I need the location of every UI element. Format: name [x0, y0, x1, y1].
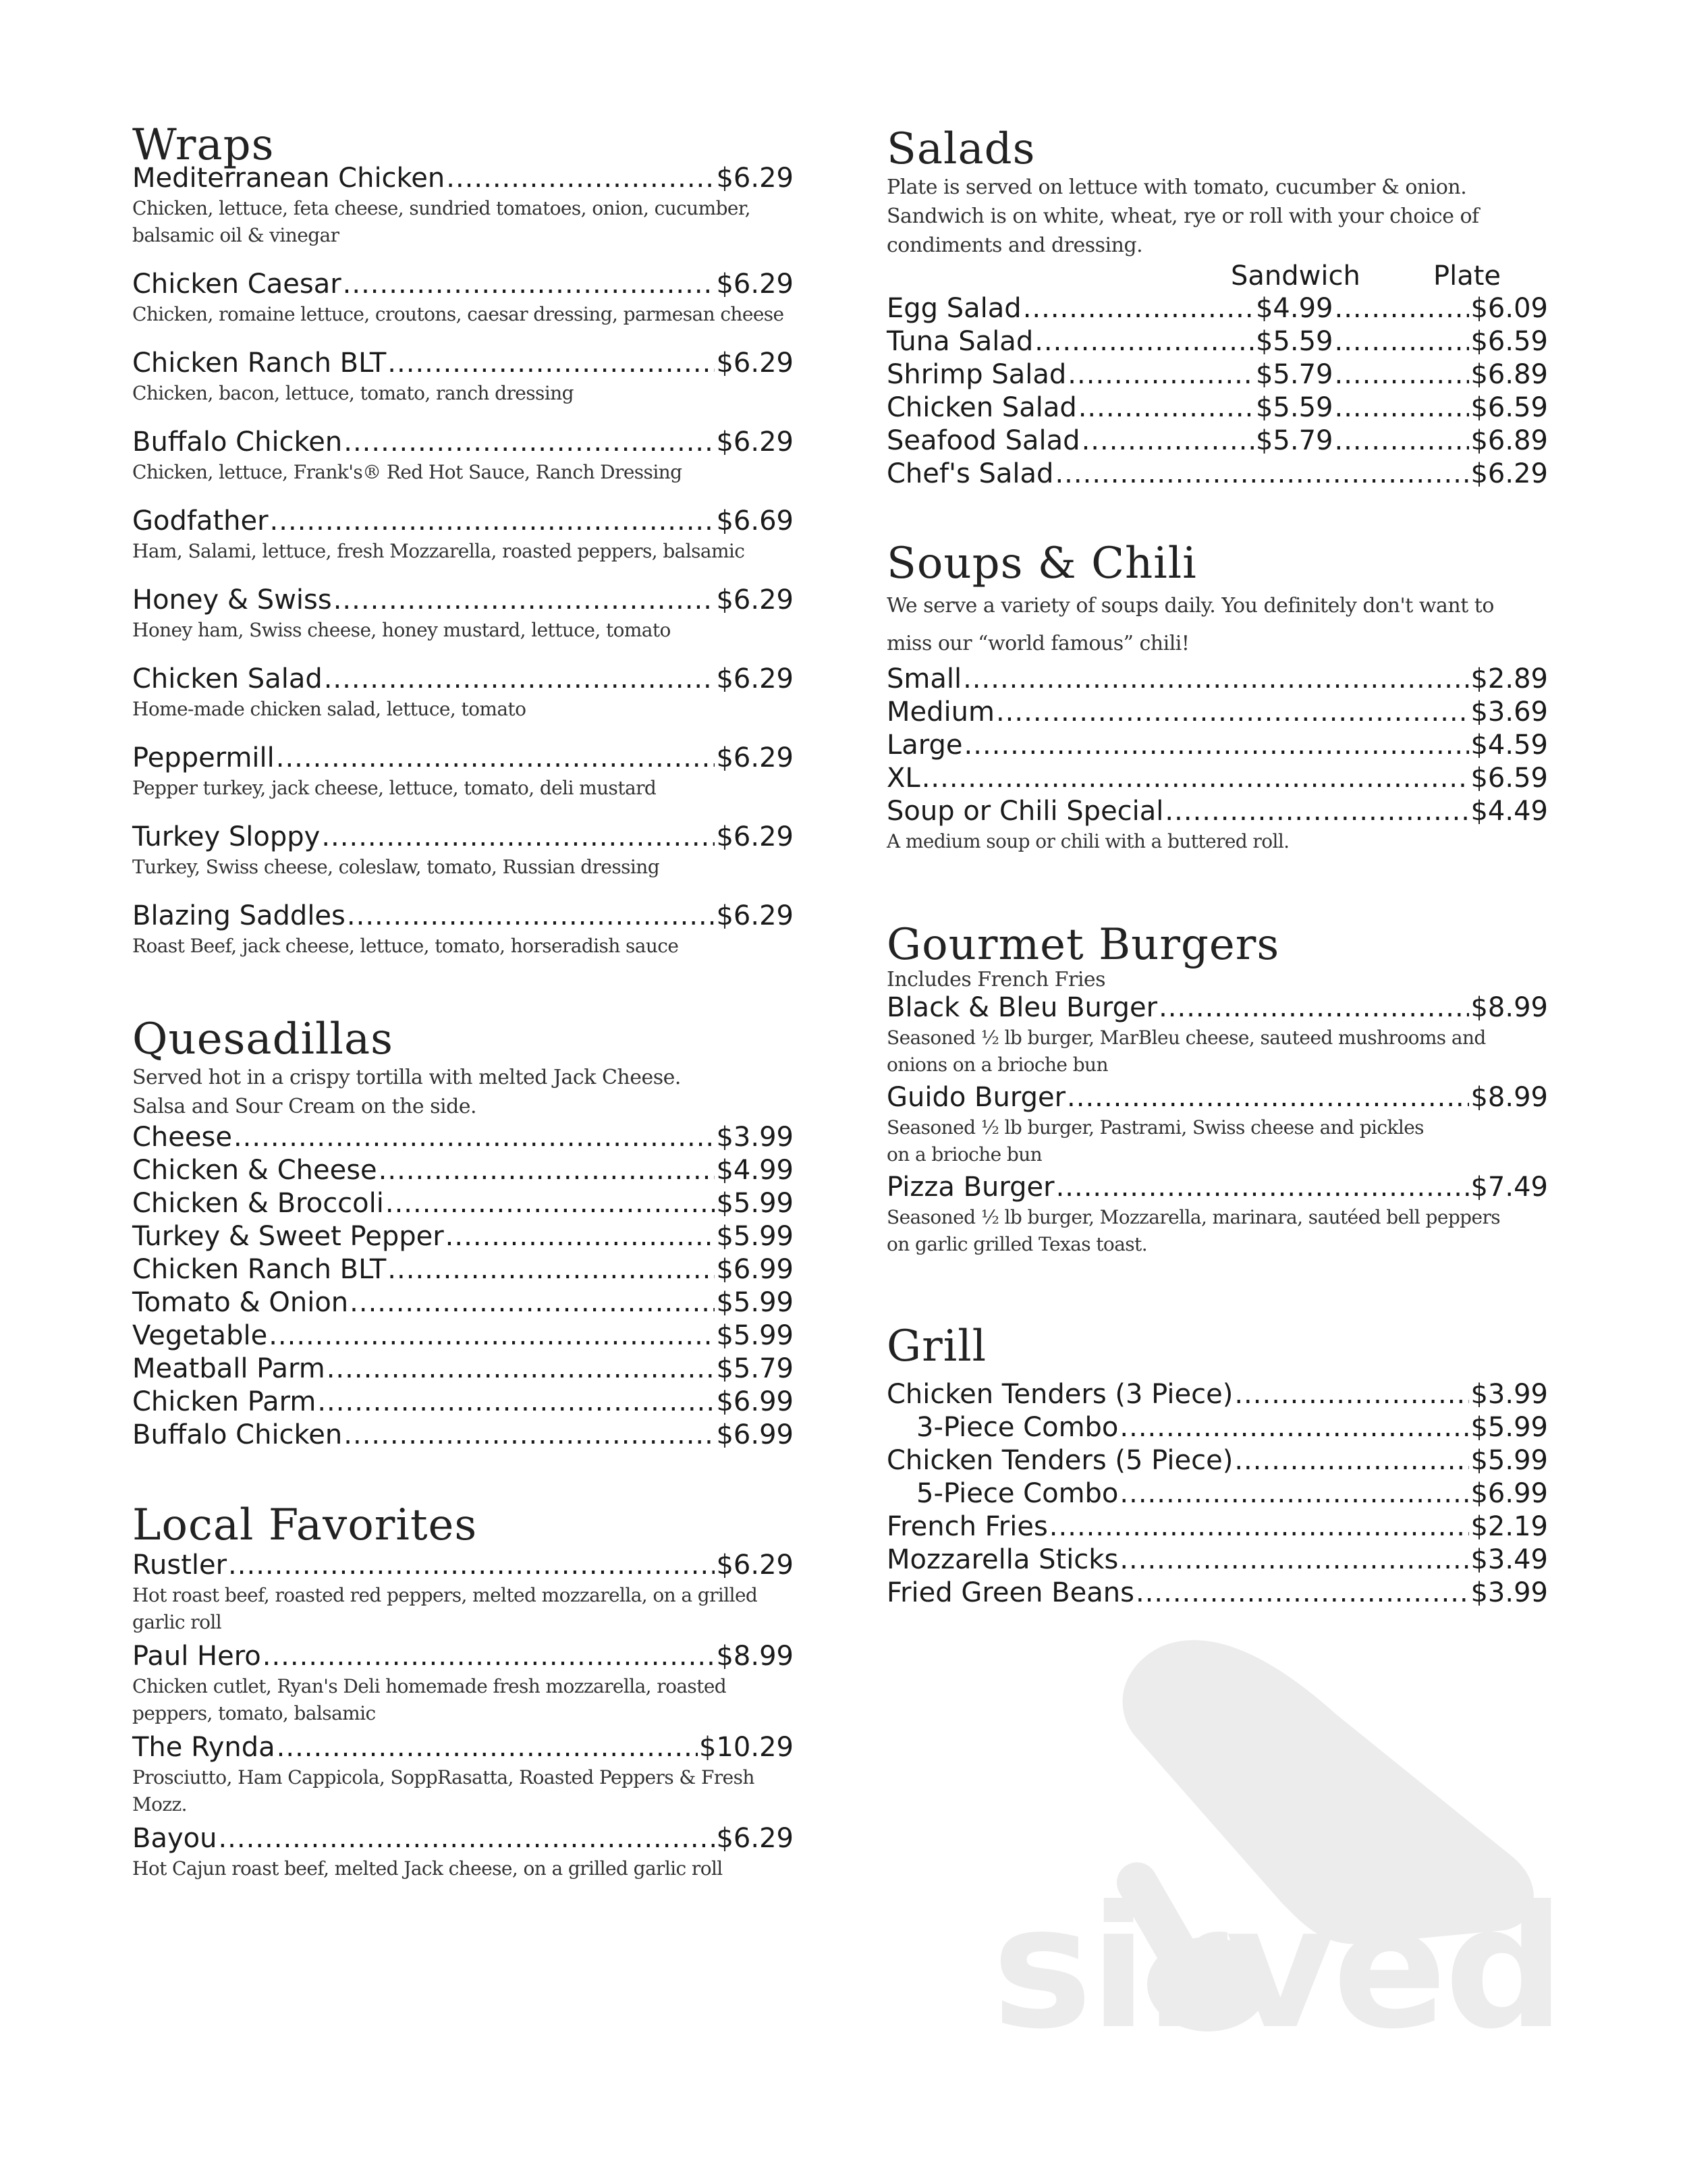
item-name: Paul Hero: [132, 1641, 261, 1672]
item-price: $6.29: [716, 427, 794, 458]
item-name: Peppermill: [132, 742, 275, 773]
dot-leader: [333, 584, 715, 617]
menu-item-row: [132, 1822, 794, 1855]
item-description: peppers, tomato, balsamic: [132, 1702, 376, 1724]
dot-leader: [343, 1419, 715, 1452]
item-price: $8.99: [1470, 1082, 1548, 1113]
menu-item-row: [132, 268, 794, 301]
column-header-plate: Plate: [1433, 261, 1501, 292]
item-description: Seasoned ½ lb burger, Pastrami, Swiss cheese and pickles: [887, 1116, 1424, 1139]
item-price: $6.59: [1470, 326, 1548, 357]
item-price: $8.99: [1470, 992, 1548, 1023]
menu-item-row: [132, 900, 794, 933]
section-salads: [887, 126, 1548, 491]
item-name: Cheese: [132, 1122, 232, 1153]
dot-leader: [1334, 425, 1469, 458]
item-name: Chicken & Broccoli: [132, 1188, 384, 1219]
item-sandwich-price: $5.79: [1255, 359, 1333, 390]
menu-item: [887, 729, 1548, 762]
dot-leader: [324, 663, 715, 696]
menu-item-row: [887, 292, 1548, 325]
menu-item: [132, 1187, 794, 1220]
dot-leader: [1165, 795, 1469, 828]
item-price: $5.99: [716, 1188, 794, 1219]
menu-item-row: [132, 505, 794, 538]
item-description: on garlic grilled Texas toast.: [887, 1233, 1148, 1255]
menu-item: [132, 821, 794, 881]
item-name: Vegetable: [132, 1320, 268, 1351]
item-name: Bayou: [132, 1823, 217, 1854]
menu-item: [132, 1154, 794, 1187]
item-description: Chicken, lettuce, Frank's® Red Hot Sauce, Ranch Dressing: [132, 461, 682, 483]
section-grill: [887, 1323, 1548, 1610]
menu-item-row: [887, 458, 1548, 491]
description-line: Served hot in a crispy tortilla with melted Jack Cheese.: [132, 1066, 681, 1089]
menu-item: [132, 1386, 794, 1419]
description-line: condiments and dressing.: [887, 234, 1143, 257]
section-gourmet-burgers: [887, 921, 1548, 1261]
menu-item: [887, 1577, 1548, 1610]
item-sandwich-price: $4.99: [1255, 293, 1333, 324]
menu-item-row: [132, 162, 794, 195]
dot-leader: [1136, 1577, 1470, 1610]
description-line: Includes French Fries: [887, 968, 1106, 991]
menu-item-row: [887, 762, 1548, 795]
menu-item: [887, 391, 1548, 425]
dot-leader: [269, 1319, 715, 1353]
menu-item: [887, 458, 1548, 491]
section-description: [887, 968, 1548, 991]
menu-item: [887, 325, 1548, 358]
menu-item: [887, 696, 1548, 729]
dot-leader: [1068, 358, 1254, 391]
dot-leader: [1334, 391, 1469, 425]
dot-leader: [1056, 1171, 1470, 1204]
menu-item-row: [887, 1544, 1548, 1577]
item-description: Hot roast beef, roasted red peppers, melted mozzarella, on a grilled: [132, 1584, 758, 1606]
menu-item-row: [887, 1378, 1548, 1411]
menu-item: [132, 1220, 794, 1253]
menu-item-row: [132, 1419, 794, 1452]
dot-leader: [270, 505, 715, 538]
item-price: $6.29: [716, 821, 794, 852]
menu-item: [887, 1171, 1548, 1258]
dot-leader: [276, 742, 715, 775]
item-description: garlic roll: [132, 1611, 222, 1633]
item-name: Pizza Burger: [887, 1172, 1055, 1203]
menu-item-row: [887, 696, 1548, 729]
menu-item: [132, 505, 794, 565]
menu-item-row: [132, 1154, 794, 1187]
section-title: Grill: [887, 1321, 987, 1371]
menu-item-row: [887, 1411, 1548, 1444]
section-description: [132, 1063, 794, 1121]
item-sandwich-price: $5.59: [1255, 326, 1333, 357]
item-name: Chef's Salad: [887, 458, 1054, 489]
menu-item-row: [887, 1171, 1548, 1204]
item-name: Godfather: [132, 506, 269, 537]
menu-item-row: [132, 663, 794, 696]
item-description: Turkey, Swiss cheese, coleslaw, tomato, Russian dressing: [132, 856, 660, 878]
dot-leader: [446, 162, 715, 195]
item-price: $6.89: [1470, 425, 1548, 456]
item-name: Honey & Swiss: [132, 584, 332, 616]
dot-leader: [379, 1154, 715, 1187]
dot-leader: [996, 696, 1470, 729]
item-name: Chicken Salad: [132, 663, 323, 694]
menu-item-row: [132, 1187, 794, 1220]
item-name: Buffalo Chicken: [132, 427, 343, 458]
item-price: $7.49: [1470, 1172, 1548, 1203]
item-name: Turkey & Sweet Pepper: [132, 1221, 444, 1252]
dot-leader: [218, 1822, 715, 1855]
menu-item: [887, 1411, 1548, 1444]
item-name: Meatball Parm: [132, 1353, 325, 1384]
item-description: Chicken, lettuce, feta cheese, sundried tomatoes, onion, cucumber,: [132, 197, 750, 219]
menu-item-row: [132, 821, 794, 854]
item-description: Hot Cajun roast beef, melted Jack cheese, on a grilled garlic roll: [132, 1857, 723, 1880]
item-sandwich-price: $5.79: [1255, 425, 1333, 456]
item-price: $6.29: [716, 1550, 794, 1581]
item-name: Chicken Parm: [132, 1386, 316, 1417]
menu-item: [132, 1419, 794, 1452]
item-price: $6.89: [1470, 359, 1548, 390]
item-price: $5.79: [716, 1353, 794, 1384]
item-description: Pepper turkey, jack cheese, lettuce, tomato, deli mustard: [132, 777, 657, 799]
menu-item: [887, 663, 1548, 696]
section-description: [887, 173, 1548, 260]
item-price: $4.59: [1470, 730, 1548, 761]
item-description: Honey ham, Swiss cheese, honey mustard, lettuce, tomato: [132, 619, 671, 641]
item-name: Tomato & Onion: [132, 1287, 349, 1318]
dot-leader: [1334, 292, 1469, 325]
menu-item: [887, 762, 1548, 795]
item-price: $3.99: [1470, 1379, 1548, 1410]
item-price: $5.99: [716, 1287, 794, 1318]
menu-item: [132, 268, 794, 328]
menu-item: [887, 1081, 1548, 1168]
item-name: Black & Bleu Burger: [887, 992, 1158, 1023]
item-price: $6.09: [1470, 293, 1548, 324]
item-name: Seafood Salad: [887, 425, 1080, 456]
dot-leader: [343, 426, 715, 459]
item-name: Rustler: [132, 1550, 227, 1581]
menu-item-row: [887, 729, 1548, 762]
menu-item-row: [887, 1444, 1548, 1477]
dot-leader: [317, 1386, 715, 1419]
menu-item-row: [132, 1121, 794, 1154]
menu-item: [887, 1378, 1548, 1411]
dot-leader: [1334, 358, 1469, 391]
menu-item: [132, 663, 794, 723]
item-price: $6.59: [1470, 763, 1548, 794]
menu-item-row: [132, 742, 794, 775]
menu-item-row: [132, 584, 794, 617]
item-price: $8.99: [716, 1641, 794, 1672]
item-name: Chicken Ranch BLT: [132, 1254, 387, 1285]
dot-leader: [228, 1549, 715, 1582]
menu-item: [132, 162, 794, 249]
item-price: $6.59: [1470, 392, 1548, 423]
menu-item: [132, 1121, 794, 1154]
menu-item: [887, 1544, 1548, 1577]
item-name: Shrimp Salad: [887, 359, 1067, 390]
dot-leader: [262, 1640, 715, 1673]
section-title: Gourmet Burgers: [887, 920, 1280, 970]
item-description: onions on a brioche bun: [887, 1054, 1108, 1076]
item-name: Fried Green Beans: [887, 1577, 1134, 1608]
description-line: Sandwich is on white, wheat, rye or roll with your choice of: [887, 204, 1479, 228]
item-price: $5.99: [1470, 1445, 1548, 1476]
dot-leader: [347, 900, 715, 933]
menu-item: [132, 584, 794, 644]
dot-leader: [1119, 1411, 1469, 1444]
menu-item: [887, 1510, 1548, 1544]
item-price: $6.29: [716, 348, 794, 379]
menu-item-row: [887, 663, 1548, 696]
menu-item-row: [887, 795, 1548, 828]
dot-leader: [1082, 425, 1254, 458]
item-name: Chicken Caesar: [132, 269, 341, 300]
item-name: French Fries: [887, 1511, 1048, 1542]
item-price: $6.69: [716, 506, 794, 537]
dot-leader: [1334, 325, 1469, 358]
menu-item-row: [132, 1319, 794, 1353]
dot-leader: [1119, 1544, 1469, 1577]
dot-leader: [1119, 1477, 1469, 1510]
dot-leader: [964, 729, 1470, 762]
item-name: Tuna Salad: [887, 326, 1034, 357]
item-name: Medium: [887, 697, 995, 728]
dot-leader: [385, 1187, 715, 1220]
item-description: Chicken, bacon, lettuce, tomato, ranch dressing: [132, 382, 574, 404]
menu-item: [132, 742, 794, 802]
menu-item: [887, 795, 1548, 855]
menu-item: [887, 292, 1548, 325]
dot-leader: [1034, 325, 1254, 358]
dot-leader: [387, 1253, 715, 1286]
dot-leader: [387, 347, 715, 380]
item-name: Guido Burger: [887, 1082, 1066, 1113]
item-description: Ham, Salami, lettuce, fresh Mozzarella, roasted peppers, balsamic: [132, 540, 745, 562]
item-price: $5.99: [1470, 1412, 1548, 1443]
dot-leader: [1234, 1444, 1469, 1477]
item-name: Soup or Chili Special: [887, 796, 1164, 827]
section-title: Local Favorites: [132, 1500, 478, 1550]
menu-item: [132, 1549, 794, 1636]
dot-leader: [1234, 1378, 1469, 1411]
menu-item-row: [132, 1220, 794, 1253]
description-line: We serve a variety of soups daily. You definitely don't want to: [887, 594, 1494, 618]
item-price: $6.29: [716, 584, 794, 616]
dot-leader: [963, 663, 1469, 696]
menu-item-row: [132, 1640, 794, 1673]
item-description: Chicken, romaine lettuce, croutons, caesar dressing, parmesan cheese: [132, 303, 784, 325]
menu-item: [887, 425, 1548, 458]
menu-item-row: [887, 1577, 1548, 1610]
column-header-sandwich: Sandwich: [1231, 261, 1360, 292]
item-sandwich-price: $5.59: [1255, 392, 1333, 423]
menu-item-row: [132, 1731, 794, 1764]
dot-leader: [922, 762, 1470, 795]
dot-leader: [1067, 1081, 1469, 1114]
dot-leader: [1023, 292, 1254, 325]
item-price: $6.29: [716, 742, 794, 773]
section-title: Wraps: [132, 120, 275, 170]
dot-leader: [1055, 458, 1469, 491]
section-quesadillas: [132, 1016, 794, 1452]
item-price: $6.29: [716, 163, 794, 194]
section-local-favorites: [132, 1502, 794, 1886]
item-description: Seasoned ½ lb burger, Mozzarella, marinara, sautéed bell peppers: [887, 1206, 1501, 1228]
item-price: $6.29: [716, 663, 794, 694]
item-name: Large: [887, 730, 963, 761]
section-title: Quesadillas: [132, 1014, 393, 1064]
item-description: Mozz.: [132, 1793, 187, 1816]
menu-item: [132, 1286, 794, 1319]
item-price: $6.99: [1470, 1478, 1548, 1509]
dot-leader: [1078, 391, 1254, 425]
item-price: $6.99: [716, 1419, 794, 1450]
menu-item-row: [132, 1286, 794, 1319]
section-wraps: [132, 121, 794, 979]
menu-item-row: [887, 325, 1548, 358]
item-description: on a brioche bun: [887, 1143, 1043, 1166]
item-price: $6.29: [716, 269, 794, 300]
item-price: $2.19: [1470, 1511, 1548, 1542]
menu-item-row: [132, 426, 794, 459]
item-name: Chicken & Cheese: [132, 1155, 377, 1186]
description-line: Plate is served on lettuce with tomato, cucumber & onion.: [887, 175, 1467, 199]
dot-leader: [233, 1121, 715, 1154]
dot-leader: [445, 1220, 715, 1253]
item-name: XL: [887, 763, 920, 794]
menu-item-row: [887, 1477, 1548, 1510]
menu-item: [887, 991, 1548, 1079]
description-line: Salsa and Sour Cream on the side.: [132, 1095, 477, 1118]
item-description: Roast Beef, jack cheese, lettuce, tomato, horseradish sauce: [132, 935, 679, 957]
item-name: Chicken Tenders (3 Piece): [887, 1379, 1234, 1410]
item-name: Mozzarella Sticks: [887, 1544, 1119, 1575]
menu-item: [132, 1319, 794, 1353]
item-name: Egg Salad: [887, 293, 1022, 324]
dot-leader: [1159, 991, 1469, 1025]
item-price: $4.99: [716, 1155, 794, 1186]
item-description: balsamic oil & vinegar: [132, 224, 339, 246]
menu-item: [887, 1477, 1548, 1510]
item-description: Prosciutto, Ham Cappicola, SoppRasatta, Roasted Peppers & Fresh: [132, 1766, 754, 1789]
menu-item: [132, 1822, 794, 1882]
item-name: Mediterranean Chicken: [132, 163, 445, 194]
dot-leader: [321, 821, 715, 854]
menu-item: [132, 1640, 794, 1727]
item-name: 5-Piece Combo: [916, 1478, 1119, 1509]
item-price: $3.99: [716, 1122, 794, 1153]
item-price: $10.29: [699, 1732, 794, 1763]
menu-item-row: [887, 1081, 1548, 1114]
dot-leader: [277, 1731, 698, 1764]
item-price: $3.49: [1470, 1544, 1548, 1575]
item-description: Chicken cutlet, Ryan's Deli homemade fresh mozzarella, roasted: [132, 1675, 727, 1697]
item-description: Home-made chicken salad, lettuce, tomato: [132, 698, 526, 720]
item-price: $6.29: [716, 1823, 794, 1854]
dot-leader: [1049, 1510, 1470, 1544]
menu-item: [132, 1253, 794, 1286]
menu-item-row: [132, 1353, 794, 1386]
price-column-headers: [887, 260, 1548, 292]
menu-item: [132, 1353, 794, 1386]
item-name: Buffalo Chicken: [132, 1419, 343, 1450]
menu-item-row: [887, 358, 1548, 391]
menu-item-row: [132, 1253, 794, 1286]
item-name: The Rynda: [132, 1732, 275, 1763]
menu-item-row: [887, 425, 1548, 458]
menu-item: [132, 347, 794, 407]
item-price: $2.89: [1470, 663, 1548, 694]
item-name: Blazing Saddles: [132, 900, 345, 931]
item-name: Small: [887, 663, 962, 694]
item-price: $6.99: [716, 1386, 794, 1417]
menu-item: [132, 1731, 794, 1818]
item-price: $6.29: [1470, 458, 1548, 489]
dot-leader: [350, 1286, 715, 1319]
item-name: Chicken Tenders (5 Piece): [887, 1445, 1234, 1476]
item-price: $5.99: [716, 1320, 794, 1351]
item-name: Turkey Sloppy: [132, 821, 321, 852]
dot-leader: [343, 268, 715, 301]
menu-item: [887, 358, 1548, 391]
description-line: miss our “world famous” chili!: [887, 632, 1190, 655]
menu-item: [132, 426, 794, 486]
section-title: Salads: [887, 124, 1036, 174]
item-name: 3-Piece Combo: [916, 1412, 1119, 1443]
section-title: Soups & Chili: [887, 539, 1197, 589]
menu-item-row: [132, 1386, 794, 1419]
menu-item: [132, 900, 794, 960]
sirved-watermark: sirved: [992, 1869, 1563, 2066]
item-price: $6.99: [716, 1254, 794, 1285]
menu-item-row: [132, 347, 794, 380]
section-soups-chili: [887, 540, 1548, 855]
item-price: $4.49: [1470, 796, 1548, 827]
menu-item-row: [132, 1549, 794, 1582]
item-description: Seasoned ½ lb burger, MarBleu cheese, sauteed mushrooms and: [887, 1027, 1486, 1049]
item-price: $6.29: [716, 900, 794, 931]
item-price: $3.99: [1470, 1577, 1548, 1608]
item-price: $3.69: [1470, 697, 1548, 728]
item-description: A medium soup or chili with a buttered roll.: [887, 830, 1290, 852]
dot-leader: [327, 1353, 715, 1386]
item-price: $5.99: [716, 1221, 794, 1252]
menu-item-row: [887, 991, 1548, 1025]
section-description: [887, 587, 1548, 663]
item-name: Chicken Salad: [887, 392, 1077, 423]
menu-item-row: [887, 391, 1548, 425]
menu-item: [887, 1444, 1548, 1477]
menu-item-row: [887, 1510, 1548, 1544]
item-name: Chicken Ranch BLT: [132, 348, 387, 379]
